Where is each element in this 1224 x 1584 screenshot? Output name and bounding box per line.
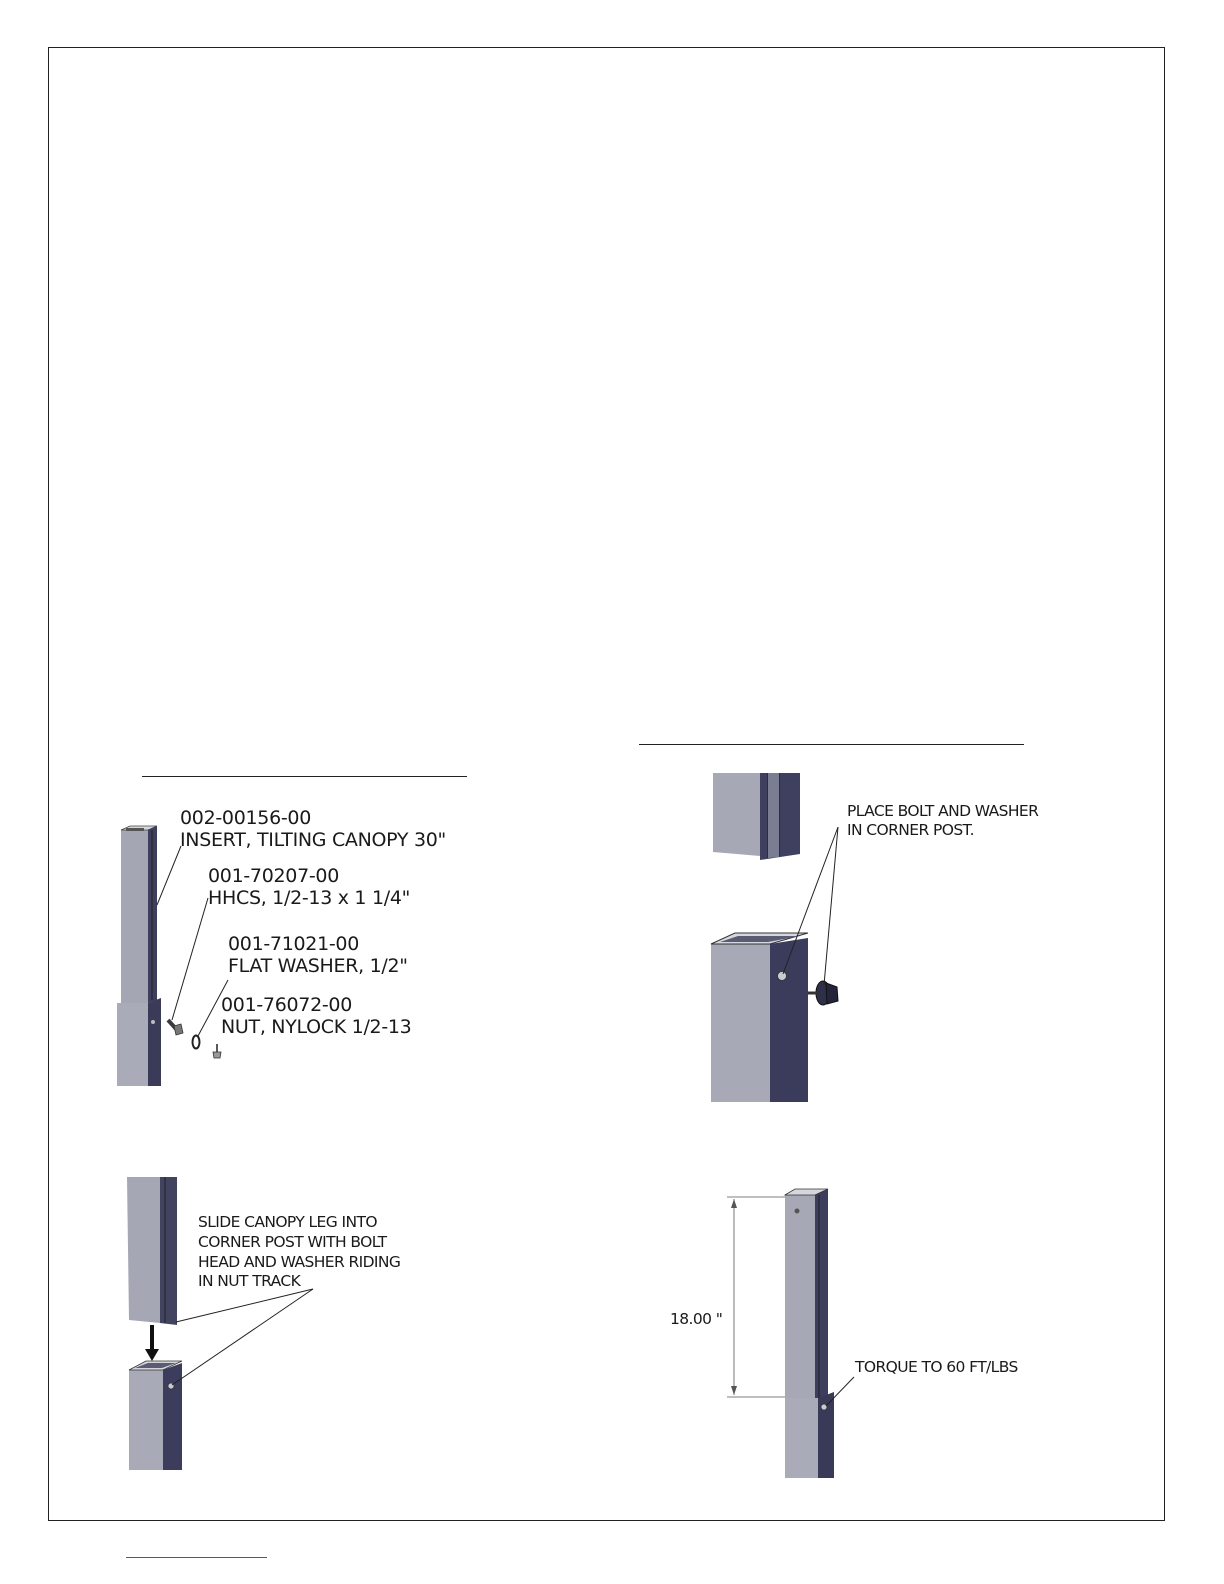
dimension-label: 18.00 " — [670, 1310, 723, 1328]
part-number-insert: 002-00156-00 — [180, 807, 311, 829]
step2-note-line2: IN CORNER POST. — [847, 821, 974, 839]
step2-note-line1: PLACE BOLT AND WASHER — [847, 802, 1039, 820]
part-desc-insert: INSERT, TILTING CANOPY 30" — [180, 829, 446, 851]
part-number-bolt: 001-70207-00 — [208, 865, 339, 887]
part-number-nut: 001-76072-00 — [221, 994, 352, 1016]
part-number-washer: 001-71021-00 — [228, 933, 359, 955]
step3-note-line4: IN NUT TRACK — [198, 1272, 301, 1290]
assembled-post-drawing — [785, 1189, 834, 1478]
part-desc-nut: NUT, NYLOCK 1/2-13 — [221, 1016, 412, 1038]
step3-note-line1: SLIDE CANOPY LEG INTO — [198, 1213, 377, 1231]
part-desc-washer: FLAT WASHER, 1/2" — [228, 955, 408, 977]
part-desc-bolt: HHCS, 1/2-13 x 1 1/4" — [208, 887, 411, 909]
torque-note: TORQUE TO 60 FT/LBS — [855, 1358, 1018, 1376]
step3-note-line2: CORNER POST WITH BOLT — [198, 1233, 387, 1251]
step3-note-line3: HEAD AND WASHER RIDING — [198, 1253, 401, 1271]
footer-link-underline[interactable] — [126, 1557, 267, 1558]
dimension-line — [727, 1197, 785, 1397]
